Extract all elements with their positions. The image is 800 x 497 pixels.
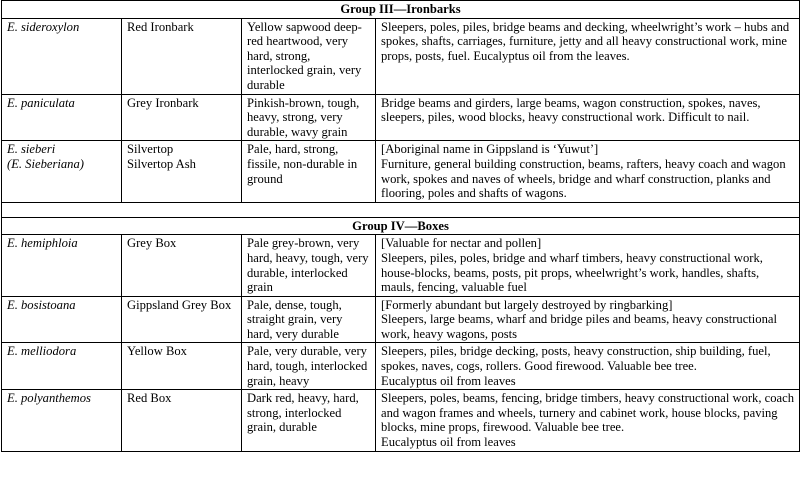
uses-cell <box>376 235 800 296</box>
table-row <box>2 296 800 343</box>
common-name-cell: Red Ironbark <box>122 18 242 94</box>
table-row <box>2 390 800 451</box>
uses-cell: Bridge beams and girders, large beams, wagon construction, spokes, naves, sleepers, piles, wood blocks, heavy constructional work. Difficult to nail. <box>376 94 800 141</box>
species-cell <box>2 141 122 202</box>
species-cell <box>2 390 122 451</box>
properties-cell: Pale, dense, tough, straight grain, very hard, very durable <box>242 296 376 343</box>
uses-cell: Sleepers, poles, piles, bridge beams and decking, wheelwright’s work – hubs and spokes, shafts, carriages, furniture, jetty and all heavy constructional work, mine props, posts, fuel. Eucalyptus oil from the leaves. <box>376 18 800 94</box>
uses-cell <box>376 141 800 202</box>
uses-cell <box>376 296 800 343</box>
uses-extra: Eucalyptus oil from leaves <box>381 373 516 388</box>
uses-cell <box>376 390 800 451</box>
common-name-cell: Red Box <box>122 390 242 451</box>
properties-cell: Pale, hard, strong, fissile, non-durable in ground <box>242 141 376 202</box>
common-name-cell: Yellow Box <box>122 343 242 390</box>
uses-text: Sleepers, large beams, wharf and bridge piles and beams, heavy constructional work, heavy wagons, posts <box>381 312 777 341</box>
timber-table <box>1 0 800 452</box>
species-cell <box>2 94 122 141</box>
group-title: Group III—Ironbarks <box>2 1 800 19</box>
properties-cell: Pale grey-brown, very hard, heavy, tough, very durable, interlocked grain <box>242 235 376 296</box>
uses-note: [Formerly abundant but largely destroyed by ringbarking] <box>381 297 673 312</box>
properties-cell: Pinkish-brown, tough, heavy, strong, very durable, wavy grain <box>242 94 376 141</box>
species-name: E. paniculata <box>7 95 75 110</box>
group-title: Group IV—Boxes <box>2 217 800 235</box>
common-name-cell <box>122 141 242 202</box>
species-name: E. sideroxylon <box>7 19 80 34</box>
species-synonym: (E. Sieberiana) <box>7 156 84 171</box>
spacer-cell <box>2 202 800 217</box>
species-cell <box>2 235 122 296</box>
uses-text: Sleepers, piles, bridge decking, posts, heavy construction, ship building, fuel, spokes, naves, cogs, rollers. Good firewood. Valuable bee tree. <box>381 344 771 374</box>
common-name: Silvertop <box>127 142 174 157</box>
species-cell <box>2 18 122 94</box>
common-name-cell: Gippsland Grey Box <box>122 296 242 343</box>
common-name-cell: Grey Ironbark <box>122 94 242 141</box>
uses-text: Sleepers, piles, poles, bridge and wharf timbers, heavy constructional work, house-blocks, beams, posts, pit props, wheelwright’s work, handles, shafts, mauls, fencing, valuable fuel <box>381 250 763 295</box>
uses-text: Sleepers, poles, beams, fencing, bridge timbers, heavy constructional work, coach and wagon frames and wheels, turnery and cabinet work, house blocks, paving blocks, mine props, firewood. Valuable bee tree. <box>381 391 795 435</box>
uses-text: Furniture, general building construction, beams, rafters, heavy coach and wagon work, spokes and naves of wheels, bridge and wharf construction, planks and flooring, poles and shafts of wagons. <box>381 156 786 201</box>
species-cell <box>2 296 122 343</box>
species-name: E. melliodora <box>7 344 77 359</box>
species-cell <box>2 343 122 390</box>
species-name: E. hemiphloia <box>7 236 78 251</box>
group-header-row <box>2 1 800 19</box>
uses-extra: Eucalyptus oil from leaves <box>381 435 516 450</box>
species-name: E. polyanthemos <box>7 391 91 406</box>
uses-note: [Valuable for nectar and pollen] <box>381 236 542 251</box>
uses-cell <box>376 343 800 390</box>
common-name-cell: Grey Box <box>122 235 242 296</box>
spacer-row <box>2 202 800 217</box>
species-name: E. bosistoana <box>7 297 76 312</box>
group-header-row <box>2 217 800 235</box>
uses-note: [Aboriginal name in Gippsland is ‘Yuwut’] <box>381 142 599 157</box>
table-row <box>2 235 800 296</box>
common-name-alt: Silvertop Ash <box>127 156 196 171</box>
properties-cell: Yellow sapwood deep-red heartwood, very hard, strong, interlocked grain, very durable <box>242 18 376 94</box>
properties-cell: Dark red, heavy, hard, strong, interlocked grain, durable <box>242 390 376 451</box>
table-row <box>2 343 800 390</box>
properties-cell: Pale, very durable, very hard, tough, interlocked grain, heavy <box>242 343 376 390</box>
table-row <box>2 18 800 94</box>
species-name: E. sieberi <box>7 142 56 157</box>
table-row <box>2 141 800 202</box>
table-row <box>2 94 800 141</box>
